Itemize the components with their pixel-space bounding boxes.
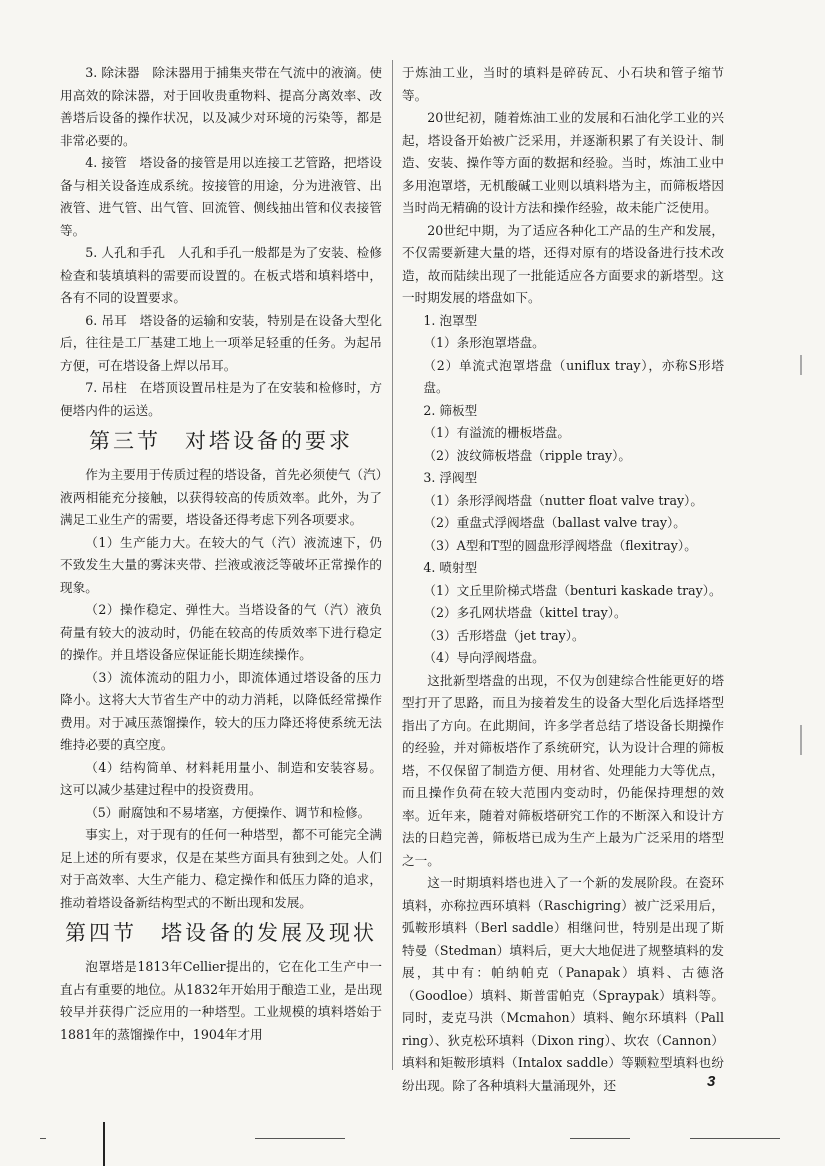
paragraph: （5）耐腐蚀和不易堵塞，方便操作、调节和检修。 xyxy=(85,804,371,820)
paragraph: 5. 人孔和手孔 人孔和手孔一般都是为了安装、检修检查和装填填料的需要而设置的。在板式塔和填料塔中，各有不同的设置要求。 xyxy=(60,245,382,305)
paragraph: 3. 除沫器 除沫器用于捕集夹带在气流中的液滴。使用高效的除沫器，对于回收贵重物料、提高分离效率、改善塔后设备的操作状况，以及减少对环境的污染等，都是非常必要的。 xyxy=(60,65,382,148)
paragraph: 这一时期填料塔也进入了一个新的发展阶段。在瓷环填料，亦称拉西环填料（Raschigring）被广泛采用后，弧鞍形填料（Berl saddle）相继问世，特别是出现了斯特曼（Stedman）填料后，更大大地促进了规整填料的发展，其中有：帕纳帕克（Panapak）填料、古德洛（Goodloe）填料、斯普雷帕克（Spraypak）填料等。同时，麦克马洪（Mcmahon）填料、鲍尔环填料（Pall ring）、狄克松环填料（Dixon ring）、坎农（Cannon）填料和矩鞍形填料（Intalox saddle）等颗粒型填料也纷纷出现。除了各种填料大量涌现外，还 xyxy=(402,875,724,1093)
column-divider xyxy=(392,60,393,1070)
scan-mark xyxy=(255,1138,345,1139)
scan-edge-mark xyxy=(800,355,802,375)
scan-mark xyxy=(690,1138,780,1139)
paragraph: 4. 接管 塔设备的接管是用以连接工艺管路，把塔设备与相关设备连成系统。按接管的用途，分为进液管、出液管、进气管、出气管、回流管、侧线抽出管和仪表接管等。 xyxy=(60,155,382,238)
page-number: 3 xyxy=(707,1073,716,1090)
paragraph: 事实上，对于现有的任何一种塔型，都不可能完全满足上述的所有要求，仅是在某些方面具有独到之处。人们对于高效率、大生产能力、稳定操作和低压力降的追求，推动着塔设备新结构型式的不断出现和发展。 xyxy=(60,827,382,910)
list-item: （3）舌形塔盘（jet tray）。 xyxy=(423,627,585,643)
right-column xyxy=(402,62,724,1097)
list-item: 4. 喷射型 xyxy=(423,560,478,575)
list-item: （2）波纹筛板塔盘（ripple tray）。 xyxy=(423,447,632,463)
paragraph: 于炼油工业，当时的填料是碎砖瓦、小石块和管子缩节等。 xyxy=(402,65,724,103)
list-item: （2）单流式泡罩塔盘（uniflux tray），亦称S形塔盘。 xyxy=(423,357,724,395)
section-heading: 第四节 塔设备的发展及现状 xyxy=(65,921,377,945)
paragraph: 20世纪初，随着炼油工业的发展和石油化学工业的兴起，塔设备开始被广泛采用，并逐渐积累了有关设计、制造、安装、操作等方面的数据和经验。当时，炼油工业中多用泡罩塔，无机酸碱工业则以填料塔为主，而筛板塔因当时尚无精确的设计方法和操作经验，故未能广泛使用。 xyxy=(402,110,724,215)
paragraph: 泡罩塔是1813年Cellier提出的，它在化工生产中一直占有重要的地位。从1832年开始用于酿造工业，是出现较早并获得广泛应用的一种塔型。工业规模的填料塔始于1881年的蒸馏操作中，1904年才用 xyxy=(60,959,382,1042)
list-item: （1）条形泡罩塔盘。 xyxy=(423,335,545,350)
paragraph: 20世纪中期，为了适应各种化工产品的生产和发展，不仅需要新建大量的塔，还得对原有的塔设备进行技术改造，故而陆续出现了一批能适应各方面要求的新塔型。这一时期发展的塔盘如下。 xyxy=(402,222,724,305)
scan-mark xyxy=(103,1122,105,1166)
list-item: （2）多孔网状塔盘（kittel tray）。 xyxy=(423,605,627,620)
list-item: （4）导向浮阀塔盘。 xyxy=(423,650,545,665)
paragraph: 6. 吊耳 塔设备的运输和安装，特别是在设备大型化后，往往是工厂基建工地上一项举足轻重的任务。为起吊方便，可在塔设备上焊以吊耳。 xyxy=(60,312,382,373)
list-item: （2）重盘式浮阀塔盘（ballast valve tray）。 xyxy=(423,515,686,530)
list-item: 3. 浮阀型 xyxy=(423,470,478,485)
scan-mark xyxy=(40,1138,46,1139)
paragraph: （4）结构简单、材料耗用量小、制造和安装容易。这可以减少基建过程中的投资费用。 xyxy=(60,759,382,797)
paragraph: （1）生产能力大。在较大的气（汽）液流速下，仍不致发生大量的雾沫夹带、拦液或液泛等破坏正常操作的现象。 xyxy=(60,534,382,595)
left-column xyxy=(60,62,382,1046)
list-item: （1）文丘里阶梯式塔盘（benturi kaskade tray）。 xyxy=(423,582,722,598)
scan-mark xyxy=(570,1138,630,1139)
paragraph: 7. 吊柱 在塔顶设置吊柱是为了在安装和检修时，方便塔内件的运送。 xyxy=(60,380,382,418)
list-item: 1. 泡罩型 xyxy=(423,312,478,328)
list-item: 2. 筛板型 xyxy=(423,402,478,418)
paragraph: 这批新型塔盘的出现，不仅为创建综合性能更好的塔型打开了思路，而且为接着发生的设备大型化后选择塔型指出了方向。在此期间，许多学者总结了塔设备长期操作的经验，并对筛板塔作了系统研究，认为设计合理的筛板塔，不仅保留了制造方便、用材省、处理能力大等优点，而且操作负荷在较大范围内变动时，仍能保持理想的效率。近年来，随着对筛板塔研究工作的不断深入和设计方法的日趋完善，筛板塔已成为生产上最为广泛采用的塔型之一。 xyxy=(402,672,724,868)
scan-edge-mark xyxy=(800,725,802,755)
list-item: （1）条形浮阀塔盘（nutter float valve tray）。 xyxy=(423,492,703,508)
paragraph: （2）操作稳定、弹性大。当塔设备的气（汽）液负荷量有较大的波动时，仍能在较高的传质效率下进行稳定的操作。并且塔设备应保证能长期连续操作。 xyxy=(60,602,382,662)
section-heading: 第三节 对塔设备的要求 xyxy=(89,429,353,453)
list-item: （1）有溢流的栅板塔盘。 xyxy=(423,425,570,440)
list-item: （3）A型和T型的圆盘形浮阀塔盘（flexitray）。 xyxy=(423,537,697,553)
paragraph: （3）流体流动的阻力小，即流体通过塔设备的压力降小。这将大大节省生产中的动力消耗，以降低经常操作费用。对于减压蒸馏操作，较大的压力降还将使系统无法维持必要的真空度。 xyxy=(60,669,382,752)
paragraph: 作为主要用于传质过程的塔设备，首先必须使气（汽）液两相能充分接触，以获得较高的传质效率。此外，为了满足工业生产的需要，塔设备还得考虑下列各项要求。 xyxy=(60,467,382,527)
